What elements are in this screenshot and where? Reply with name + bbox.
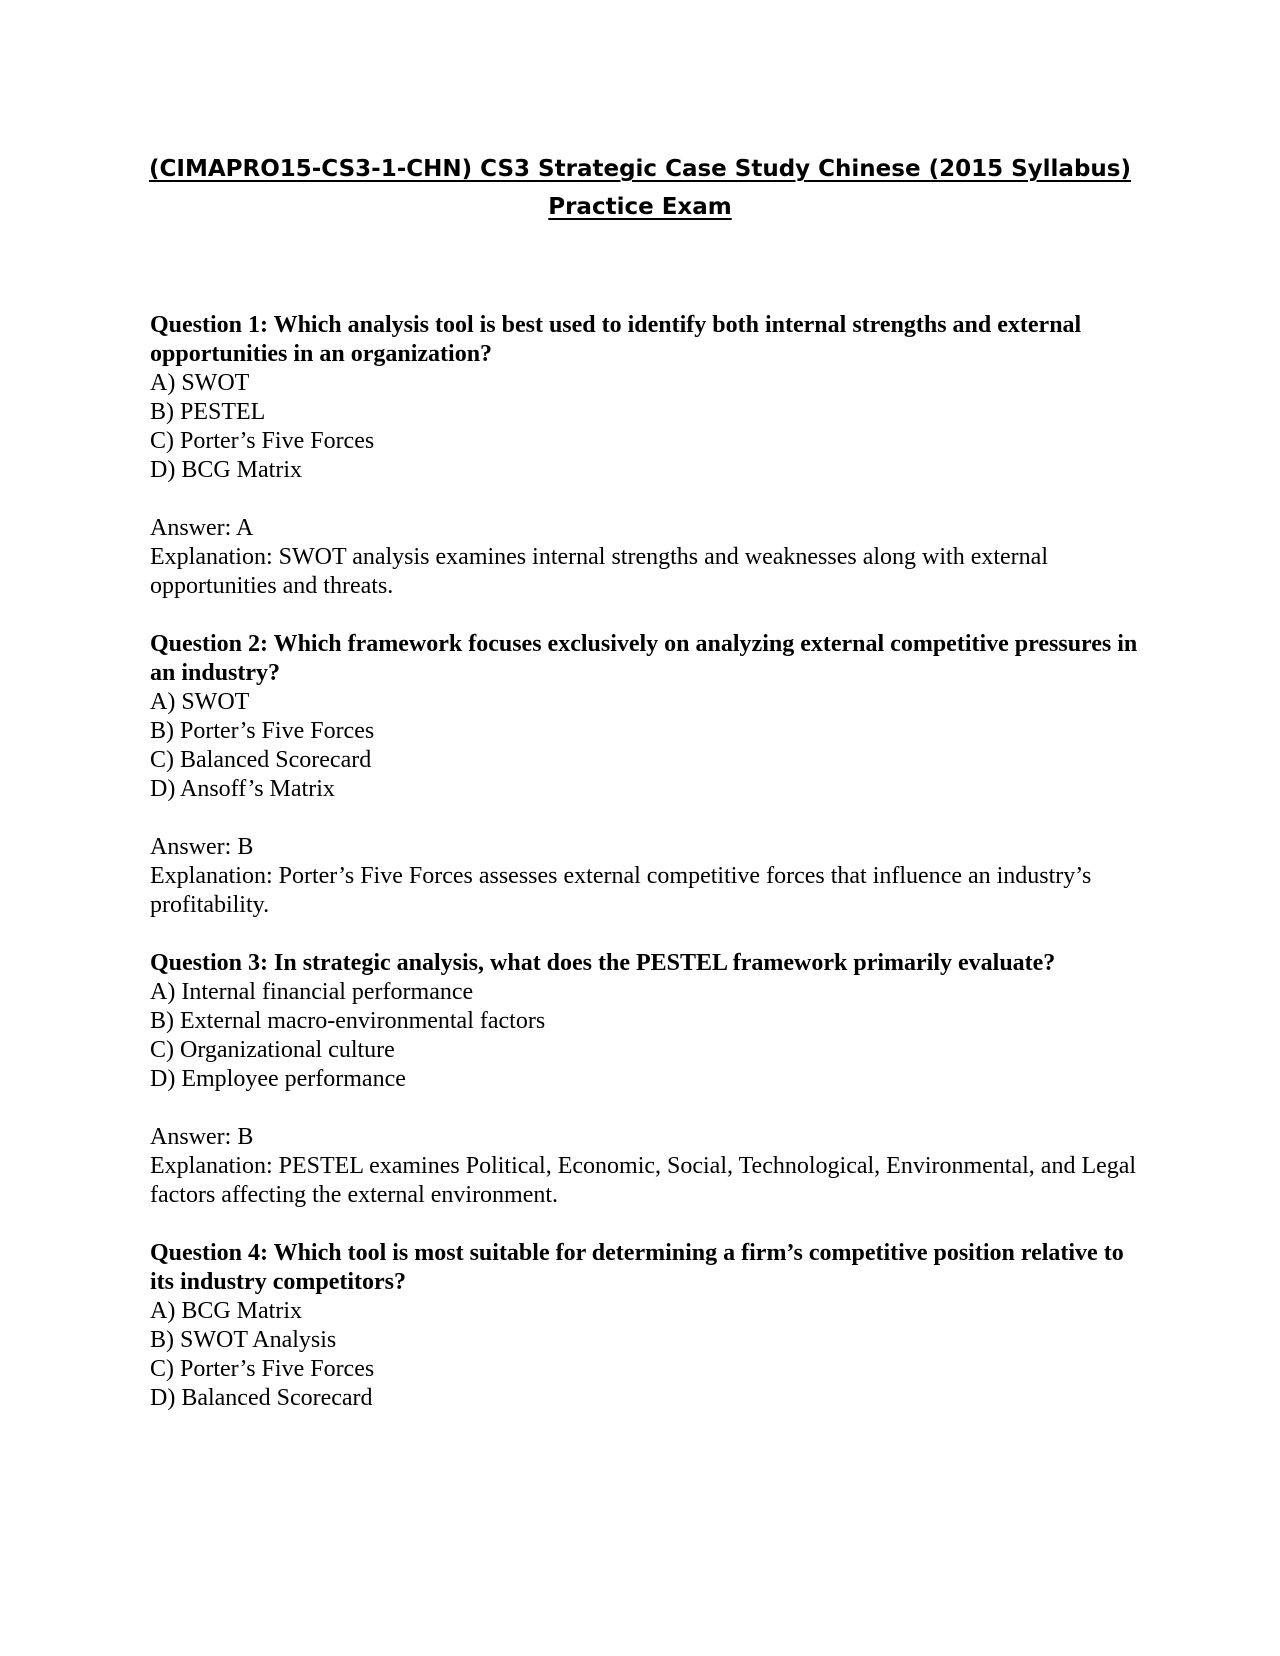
question-block-1 <box>150 311 1140 630</box>
answer: Answer: A <box>150 515 254 541</box>
question-block-2 <box>150 630 1140 949</box>
title-line-1: (CIMAPRO15-CS3-1-CHN) CS3 Strategic Case Study Chinese (2015 Syllabus) <box>149 156 1131 182</box>
explanation: Explanation: PESTEL examines Political, Economic, Social, Technological, Environmental, and Legal factors affecting the external environment. <box>150 1153 1137 1208</box>
question-block-4 <box>150 1239 1140 1413</box>
question-block-3 <box>150 949 1140 1239</box>
option-a: A) BCG Matrix <box>150 1298 302 1324</box>
option-c: C) Porter’s Five Forces <box>150 1356 375 1382</box>
question-text: Question 3: In strategic analysis, what does the PESTEL framework primarily evaluate? <box>150 950 1056 976</box>
option-a: A) Internal financial performance <box>150 979 474 1005</box>
explanation: Explanation: SWOT analysis examines internal strengths and weaknesses along with external opportunities and threats. <box>150 544 1048 599</box>
option-b: B) PESTEL <box>150 399 266 425</box>
option-c: C) Balanced Scorecard <box>150 747 372 773</box>
option-b: B) SWOT Analysis <box>150 1327 337 1353</box>
option-b: B) External macro-environmental factors <box>150 1008 546 1034</box>
answer: Answer: B <box>150 1124 254 1150</box>
title-line-2: Practice Exam <box>548 194 732 220</box>
question-list <box>150 311 1140 1413</box>
option-d: D) Balanced Scorecard <box>150 1385 373 1411</box>
question-text: Question 1: Which analysis tool is best used to identify both internal strengths and external opportunities in an organization? <box>150 312 1082 367</box>
option-c: C) Porter’s Five Forces <box>150 428 375 454</box>
document-title <box>140 150 1140 226</box>
option-d: D) Employee performance <box>150 1066 406 1092</box>
option-d: D) Ansoff’s Matrix <box>150 776 335 802</box>
option-a: A) SWOT <box>150 689 250 715</box>
option-b: B) Porter’s Five Forces <box>150 718 375 744</box>
option-a: A) SWOT <box>150 370 250 396</box>
answer: Answer: B <box>150 834 254 860</box>
question-text: Question 2: Which framework focuses exclusively on analyzing external competitive pressures in an industry? <box>150 631 1138 686</box>
option-c: C) Organizational culture <box>150 1037 395 1063</box>
option-d: D) BCG Matrix <box>150 457 302 483</box>
explanation: Explanation: Porter’s Five Forces assesses external competitive forces that influence an industry’s profitability. <box>150 863 1092 918</box>
question-text: Question 4: Which tool is most suitable for determining a firm’s competitive position relative to its industry competitors? <box>150 1240 1124 1295</box>
